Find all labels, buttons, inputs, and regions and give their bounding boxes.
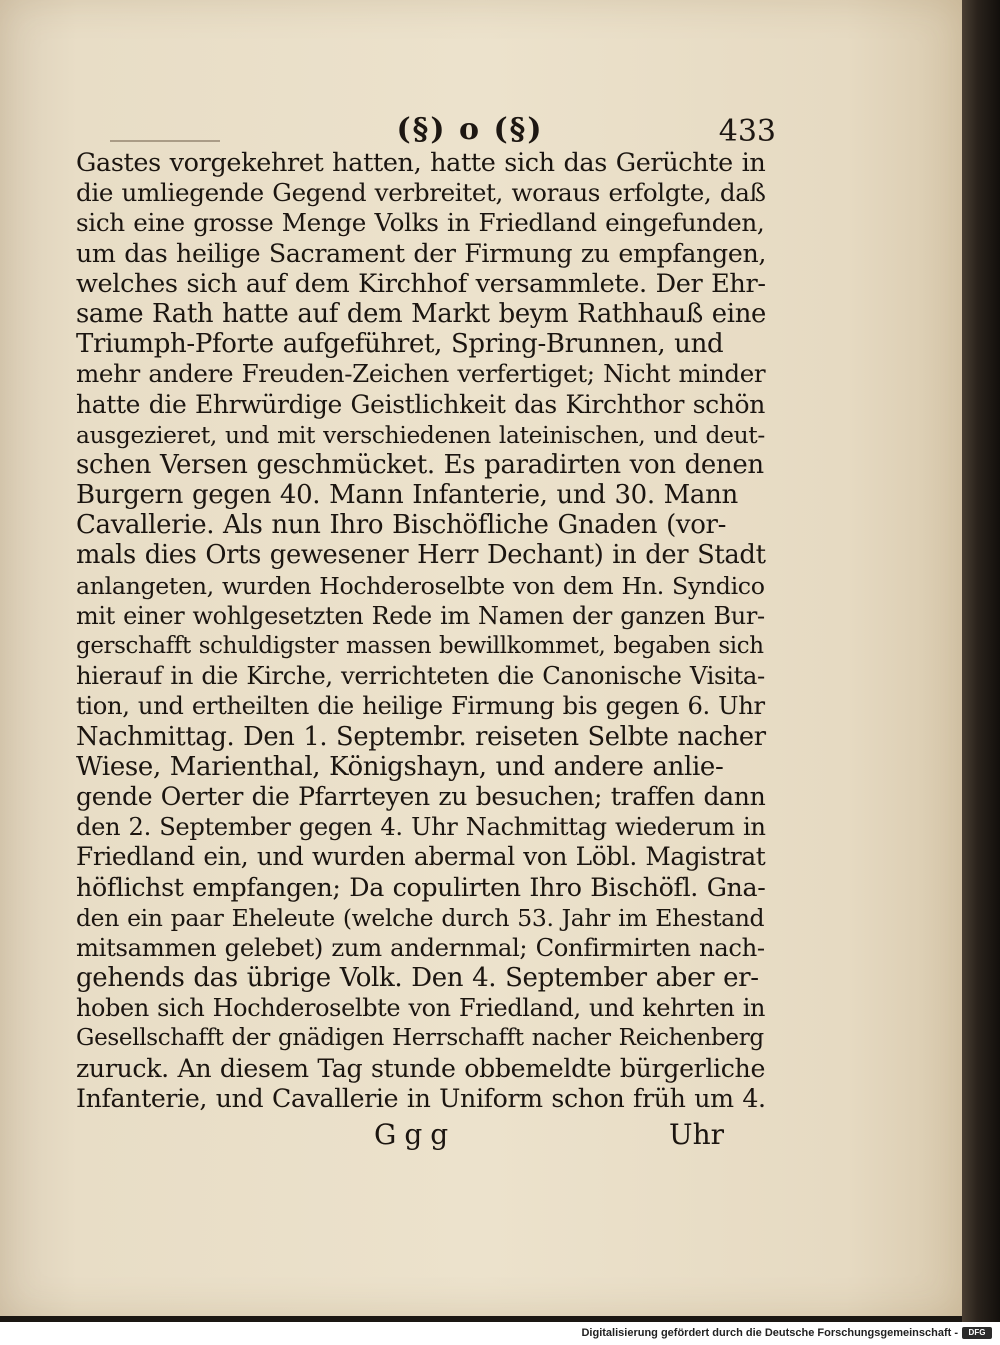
header-rule — [110, 140, 220, 142]
text-line: gende Oerter die Pfarrteyen zu besuchen; traffen dann — [76, 781, 766, 811]
page-number: 433 — [718, 114, 776, 149]
text-line: um das heilige Sacrament der Firmung zu empfangen, — [76, 238, 767, 268]
text-line: anlangeten, wurden Hochderoselbte von dem Hn. Syndico — [76, 571, 765, 600]
text-line: tion, und ertheilten die heilige Firmung bis gegen 6. Uhr — [76, 692, 765, 721]
text-line: Infanterie, und Cavallerie in Uniform schon früh um 4. — [76, 1083, 766, 1113]
body-text — [76, 148, 766, 1114]
text-line: Nachmittag. Den 1. Septembr. reiseten Selbte nacher — [76, 721, 766, 752]
text-line: Triumph-Pforte aufgeführet, Spring-Brunnen, und — [76, 329, 724, 360]
text-line: den ein paar Eheleute (welche durch 53. Jahr im Ehestand — [76, 903, 765, 932]
text-line: Cavallerie. Als nun Ihro Bischöfliche Gnaden (vor- — [76, 510, 727, 541]
text-line: zuruck. An diesem Tag stunde obbemeldte bürgerliche — [76, 1053, 766, 1083]
text-line: hierauf in die Kirche, verrichteten die Canonische Visita- — [76, 661, 765, 691]
text-line: mit einer wohlgesetzten Rede im Namen der ganzen Bur- — [76, 601, 765, 630]
funding-credit: Digitalisierung gefördert durch die Deutsche Forschungsgemeinschaft - — [581, 1327, 958, 1339]
text-line: same Rath hatte auf dem Markt beym Rathhauß eine — [76, 298, 766, 329]
signature-mark: Ggg — [374, 1118, 457, 1151]
header-ornament: (§) o (§) — [396, 112, 544, 147]
text-line: schen Versen geschmücket. Es paradirten von denen — [76, 449, 764, 480]
catchline — [76, 1118, 766, 1154]
text-line: hoben sich Hochderoselbte von Friedland, und kehrten in — [76, 994, 766, 1023]
text-line: Gesellschafft der gnädigen Herrschafft nacher Reichenberg — [76, 1025, 764, 1052]
book-page-edge — [962, 0, 1000, 1322]
text-line: mehr andere Freuden-Zeichen verfertiget; Nicht minder — [76, 359, 766, 389]
catchword: Uhr — [668, 1118, 724, 1151]
text-line: Friedland ein, und wurden abermal von Löbl. Magistrat — [76, 842, 766, 872]
text-line: ausgezieret, und mit verschiedenen lateinischen, und deut- — [76, 420, 765, 449]
text-line: höflichst empfangen; Da copulirten Ihro Bischöfl. Gna- — [76, 872, 766, 902]
text-line: sich eine grosse Menge Volks in Friedland eingefunden, — [76, 208, 765, 238]
text-line: Burgern gegen 40. Mann Infanterie, und 30. Mann — [76, 480, 738, 511]
page-header — [80, 110, 776, 150]
text-line: mals dies Orts gewesener Herr Dechant) in der Stadt — [76, 540, 766, 571]
dfg-logo: DFG — [962, 1327, 992, 1339]
text-line: welches sich auf dem Kirchhof versammlete. Der Ehr- — [76, 268, 766, 299]
text-line: den 2. September gegen 4. Uhr Nachmittag wiederum in — [76, 813, 766, 842]
text-line: hatte die Ehrwürdige Geistlichkeit das Kirchthor schön — [76, 389, 765, 419]
text-line: die umliegende Gegend verbreitet, woraus erfolgte, daß — [76, 178, 766, 208]
text-line: gehends das übrige Volk. Den 4. September aber er- — [76, 963, 759, 994]
text-line: Wiese, Marienthal, Königshayn, und andere anlie- — [76, 751, 724, 782]
text-line: gerschafft schuldigster massen bewillkommet, begaben sich — [76, 633, 764, 659]
text-line: Gastes vorgekehret hatten, hatte sich das Gerüchte in — [76, 148, 766, 178]
digitization-footer — [0, 1322, 1000, 1345]
text-line: mitsammen gelebet) zum andernmal; Confirmirten nach- — [76, 932, 765, 962]
